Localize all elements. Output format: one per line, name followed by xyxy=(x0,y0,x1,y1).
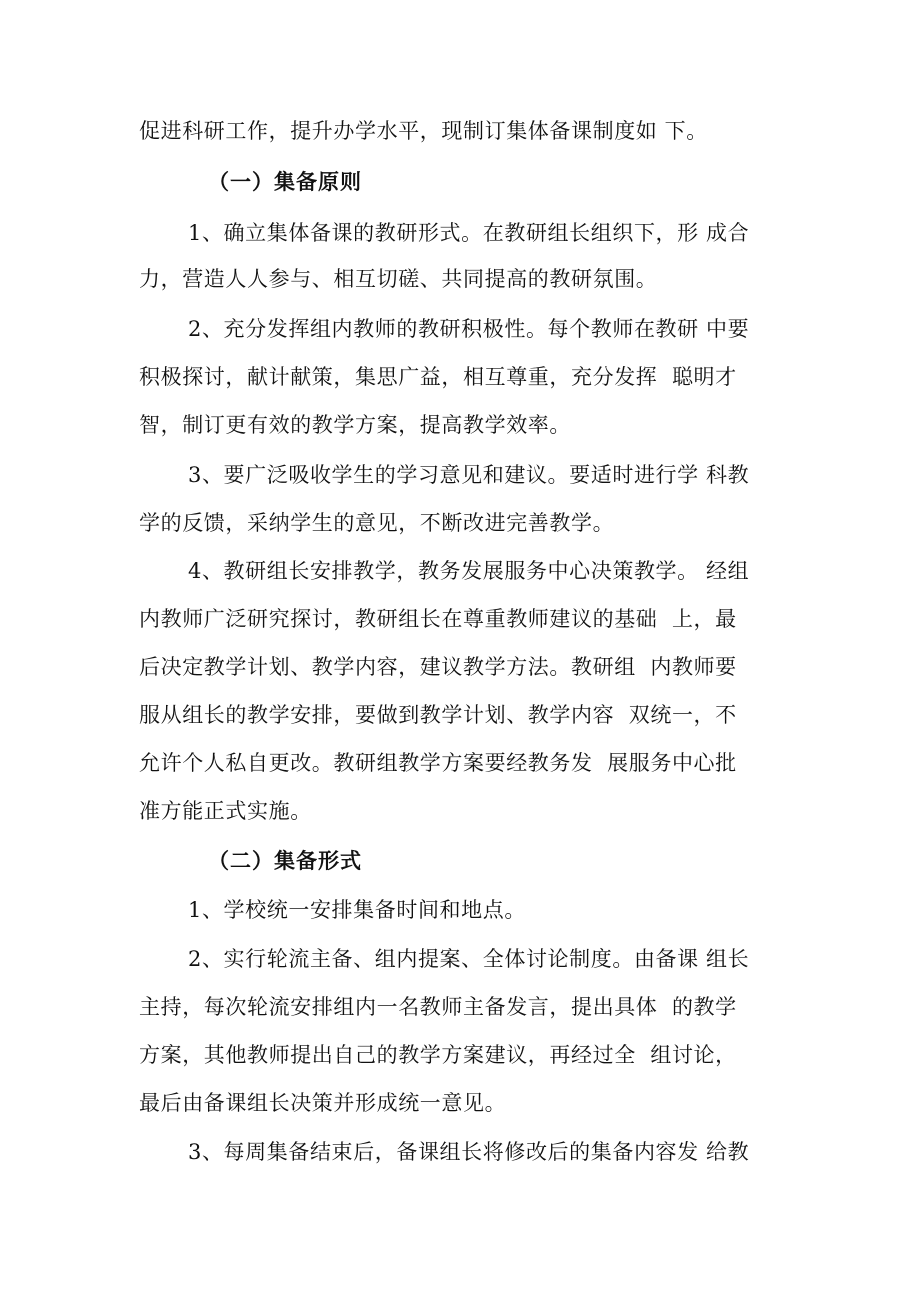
paragraph-line: 准方能正式实施。 xyxy=(139,799,312,823)
paragraph-line: 主持，每次轮流安排组内一名教师主备发言，提出具体 的教学 xyxy=(139,995,737,1019)
paragraph-line: 方案，其他教师提出自己的教学方案建议，再经过全 组讨论， xyxy=(139,1043,737,1067)
paragraph-line: 1、学校统一安排集备时间和地点。 xyxy=(188,898,526,922)
paragraph-line: 服从组长的教学安排，要做到教学计划、教学内容 双统一，不 xyxy=(139,703,737,727)
paragraph-line: 允许个人私自更改。教研组教学方案要经教务发 展服务中心批 xyxy=(139,751,737,775)
paragraph-line: 最后由备课组长决策并形成统一意见。 xyxy=(139,1091,507,1115)
paragraph-line: 智，制订更有效的教学方案，提高教学效率。 xyxy=(139,413,571,437)
paragraph-line: 3、要广泛吸收学生的学习意见和建议。要适时进行学 科教 xyxy=(188,463,750,487)
section-heading-forms: （二）集备形式 xyxy=(208,849,362,873)
section-heading-principles: （一）集备原则 xyxy=(208,170,362,194)
paragraph-line: 内教师广泛研究探讨，教研组长在尊重教师建议的基础 上，最 xyxy=(139,607,737,631)
paragraph-line: 后决定教学计划、教学内容，建议教学方法。教研组 内教师要 xyxy=(139,655,737,679)
paragraph-line: 1、确立集体备课的教研形式。在教研组长组织下，形 成合 xyxy=(188,221,750,245)
paragraph-line: 2、实行轮流主备、组内提案、全体讨论制度。由备课 组长 xyxy=(188,947,750,971)
paragraph-line: 4、教研组长安排教学，教务发展服务中心决策教学。 经组 xyxy=(188,559,750,583)
paragraph-line: 促进科研工作，提升办学水平，现制订集体备课制度如 下。 xyxy=(139,119,708,143)
paragraph-line: 2、充分发挥组内教师的教研积极性。每个教师在教研 中要 xyxy=(188,317,750,341)
paragraph-line: 3、每周集备结束后，备课组长将修改后的集备内容发 给教 xyxy=(188,1140,750,1164)
paragraph-line: 学的反馈，采纳学生的意见，不断改进完善教学。 xyxy=(139,511,615,535)
paragraph-line: 积极探讨，献计献策，集思广益，相互尊重，充分发挥 聪明才 xyxy=(139,365,737,389)
paragraph-line: 力，营造人人参与、相互切磋、共同提高的教研氛围。 xyxy=(139,267,658,291)
